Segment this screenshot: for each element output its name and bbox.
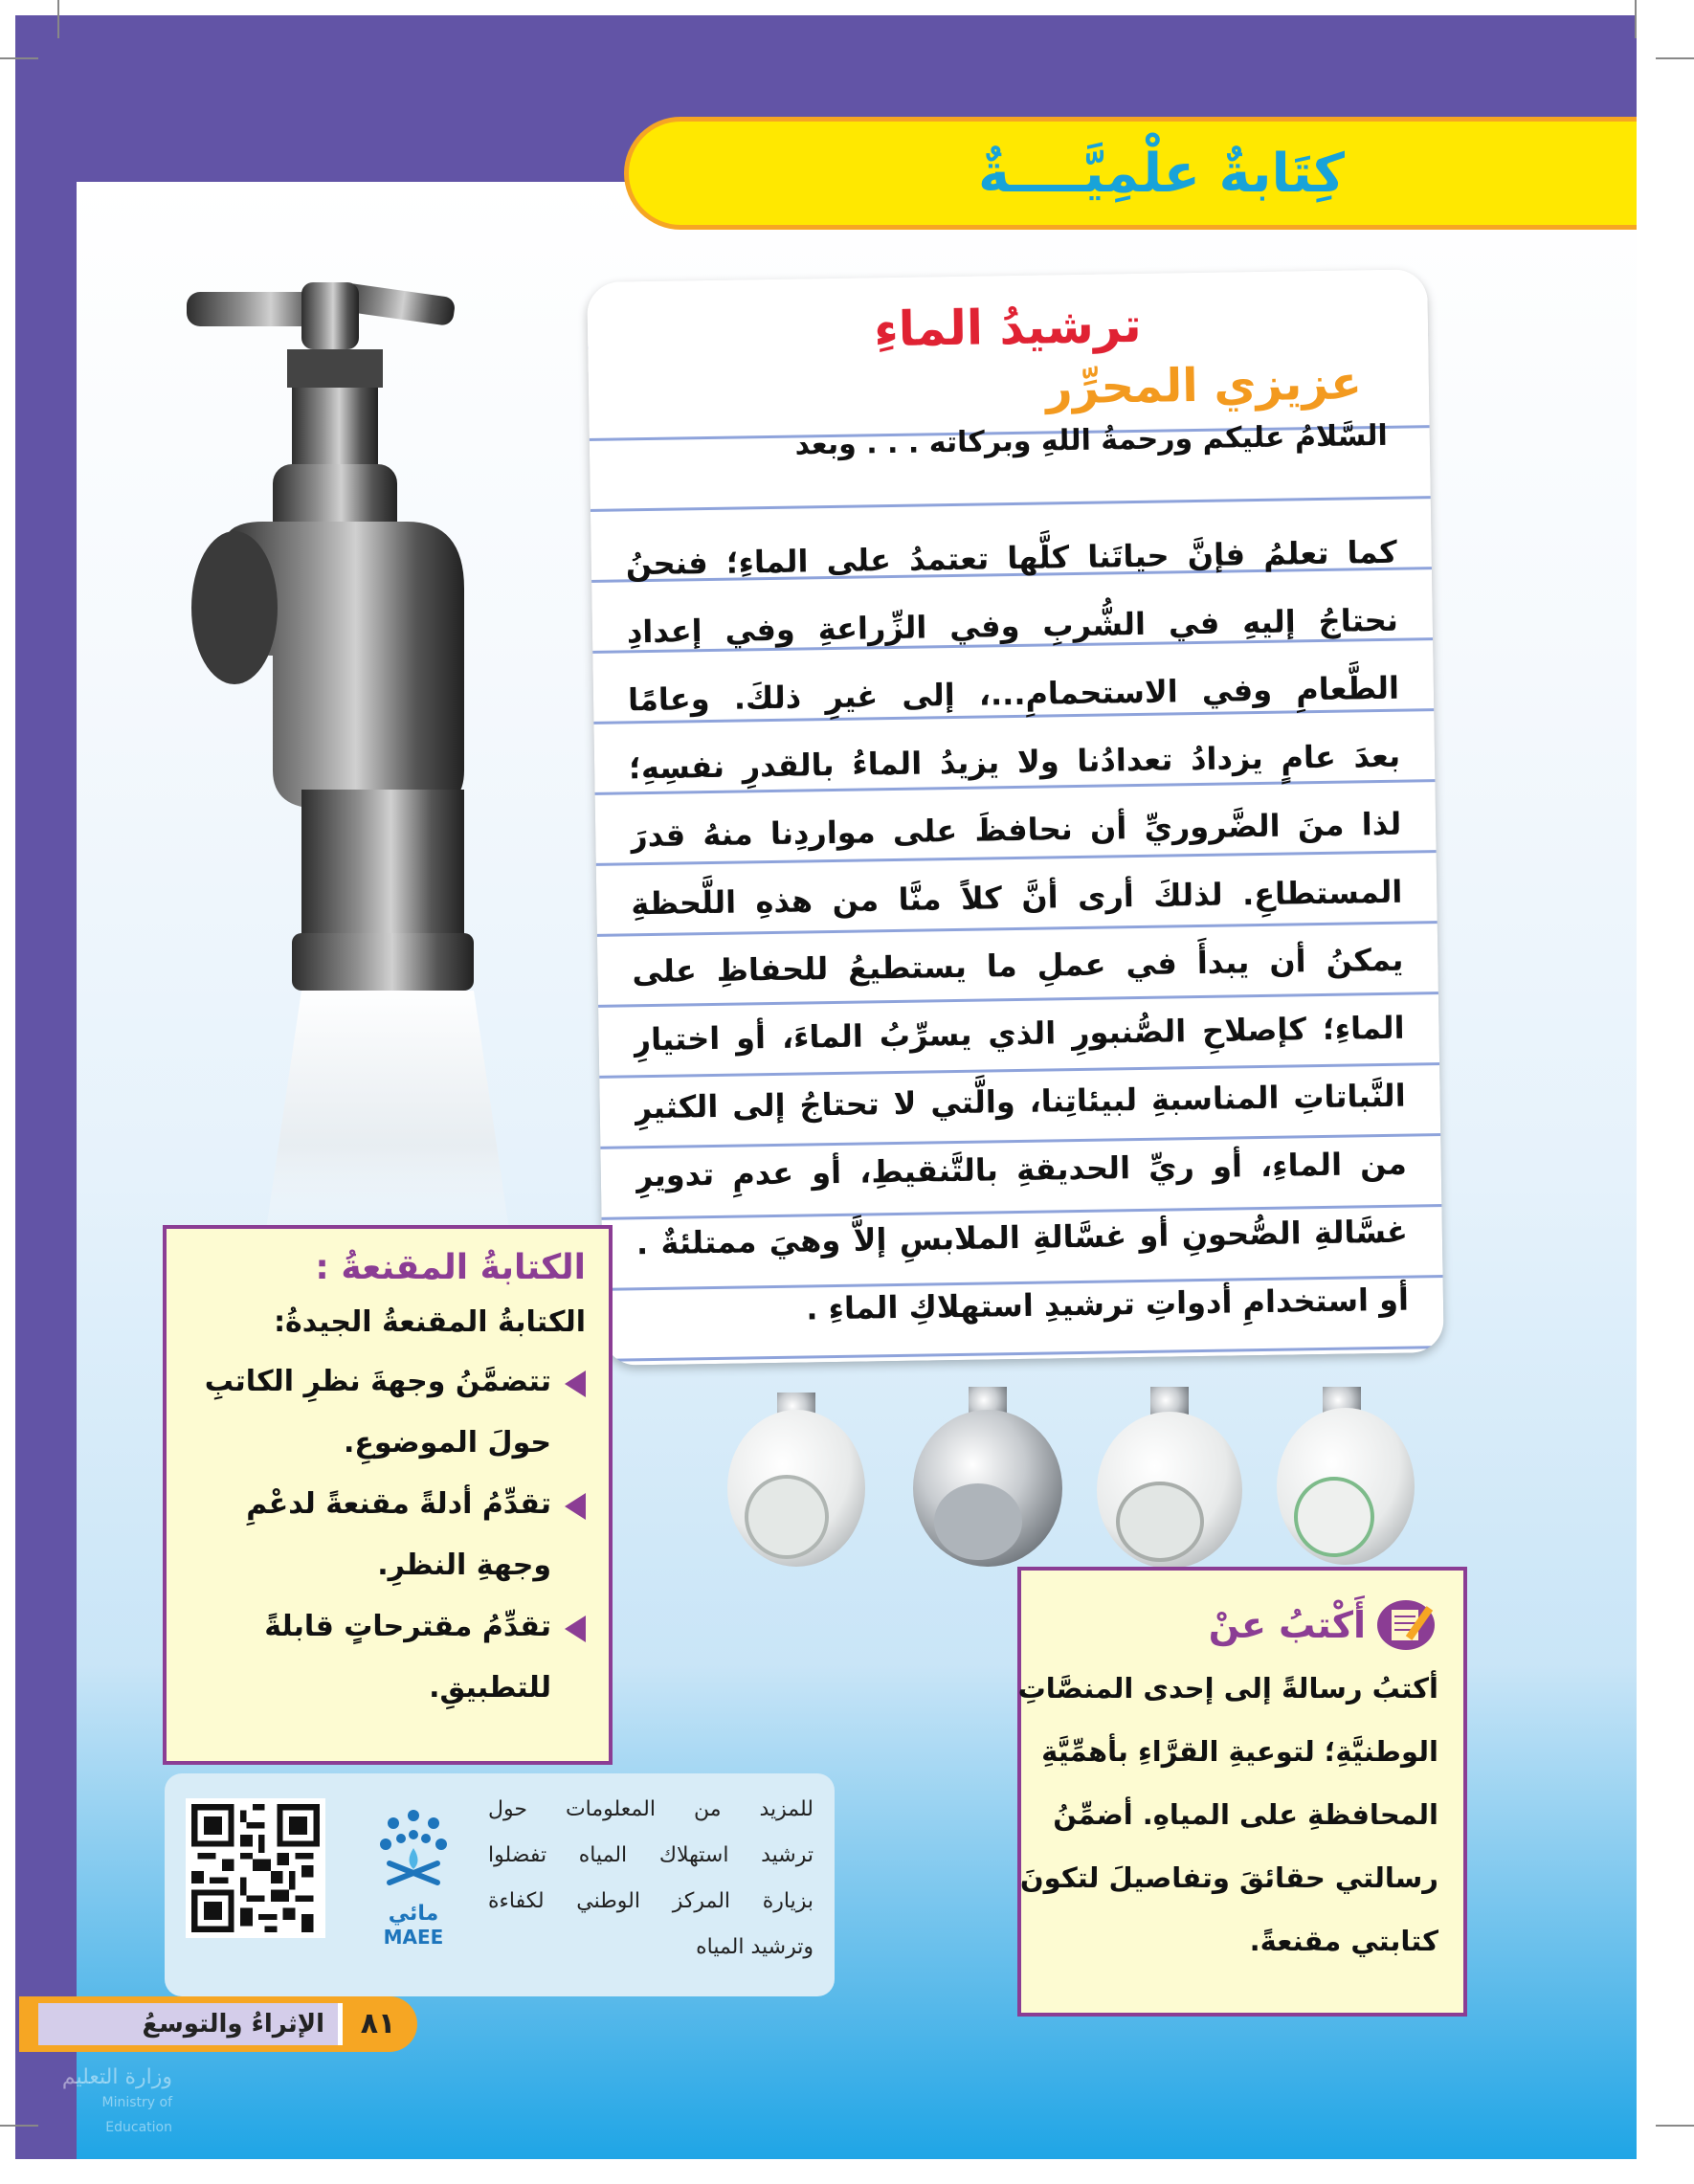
letter-body (625, 519, 1409, 1347)
qr-info-line: ترشيد استهلاك المياه تفضلوا (488, 1843, 814, 1867)
faucet-illustration (158, 273, 522, 1249)
crop-mark (1656, 2125, 1694, 2127)
shower-head (913, 1387, 1062, 1567)
page-number: ٨١ (360, 2007, 396, 2040)
qr-code[interactable] (186, 1798, 325, 1938)
write-about-title: أَكْتبُ عنْ (1208, 1604, 1366, 1646)
letter-line: نحتاجُ إليهِ في الشُّربِ وفي الزِّراعةِ وفي إعدادِ (626, 601, 1399, 651)
qr-info-line: بزيارة المركز الوطني لكفاءة (488, 1889, 814, 1913)
maee-logo (356, 1806, 471, 1959)
qr-info-line: للمزيد من المعلومات حول (488, 1797, 814, 1821)
qr-code-icon (191, 1804, 320, 1932)
qr-info-text (488, 1787, 814, 1971)
persuasive-subtitle: الكتابةُ المقنعةُ الجيدةُ: (274, 1305, 586, 1339)
footer-section-label: الإثراءُ والتوسعُ (38, 2003, 343, 2045)
crop-mark (0, 2125, 38, 2127)
section-title: كِتَابةٌ علْمِيَّــــةٌ (978, 142, 1345, 205)
write-about-line: المحافظةِ على المياهِ. أضمِّنُ (1053, 1798, 1438, 1831)
qr-info-line: وترشيد المياه (696, 1935, 814, 1959)
letter-line: الطَّعامِ وفي الاستحمامِ...، إلى غيرِ ذلكَ. وعامًا (627, 669, 1400, 719)
letter-line: لذا منَ الضَّروريِّ أن نحافظَ على مواردِنا منهُ قدرَ (629, 805, 1402, 855)
crop-mark (1656, 57, 1694, 59)
letter-line: أو استخدامِ أدواتِ ترشيدِ استهلاكِ الماءِ . (806, 1281, 1410, 1327)
section-banner (624, 117, 1637, 230)
letter-line: من الماءِ، أو ريِّ الحديقةِ بالتَّنقيطِ، أو عدمِ تدويرِ (635, 1145, 1408, 1194)
shower-heads-image (720, 1383, 1428, 1574)
qr-info-box (165, 1773, 835, 1996)
page-footer-tab (19, 1996, 417, 2052)
bullet-triangle-icon (565, 1371, 586, 1397)
crop-mark (57, 0, 59, 38)
write-about-line: رسالتي حقائقَ وتفاصيلَ لتكونَ (1019, 1861, 1438, 1894)
letter-line: غسَّالةِ الصُّحونِ أو غسَّالةِ الملابسِ إلاَّ وهيَ ممتلئةٌ . (635, 1213, 1409, 1262)
persuasive-item (191, 1474, 586, 1596)
bullet-triangle-icon (565, 1616, 586, 1642)
crop-mark (0, 57, 38, 59)
letter-line: كما تعلمُ فإنَّ حياتَنا كلَّها تعتمدُ على الماءِ؛ فنحنُ (625, 533, 1397, 583)
persuasive-title: الكتابةُ المقنعةُ : (315, 1248, 586, 1287)
shower-head (1277, 1387, 1415, 1565)
persuasive-writing-box (163, 1225, 613, 1765)
shower-head (1097, 1387, 1242, 1569)
letter-line: الماءِ؛ كإصلاحِ الصُّنبورِ الذي يسرِّبُ الماءَ، أو اختيارِ (633, 1009, 1405, 1059)
letter-card (587, 269, 1444, 1366)
persuasive-item-text: تقدِّمُ مقترحاتٍ قابلةً للتطبيقِ. (264, 1610, 551, 1705)
letter-title: ترشيدُ الماءِ (587, 282, 1428, 372)
letter-line: المستطاعِ. لذلكَ أرى أنَّ كلاً منَّا من هذهِ اللَّحظةِ (631, 873, 1403, 923)
letter-salutation: عزيزي المحرِّر (1045, 356, 1363, 415)
write-about-line: كتابتي مقنعةً. (1249, 1925, 1438, 1957)
write-about-box (1017, 1567, 1467, 2017)
persuasive-item (191, 1596, 586, 1719)
ministry-watermark (38, 2065, 172, 2140)
watermark-line: Ministry of Education (101, 2095, 172, 2135)
crop-mark (1635, 0, 1637, 38)
letter-line: بعدَ عامٍ يزدادُ تعدادُنا ولا يزيدُ الماءُ بالقدرِ نفسِهِ؛ (628, 737, 1401, 787)
logo-english-text: MAEE (383, 1926, 444, 1949)
bullet-triangle-icon (565, 1493, 586, 1520)
water-drops-logo-icon (370, 1806, 457, 1892)
letter-line: النَّباتاتِ المناسبةِ لبيئاتِنا، والَّتي لا تحتاجُ إلى الكثيرِ (634, 1077, 1406, 1126)
watermark-line: وزارة التعليم (61, 2065, 172, 2089)
persuasive-item-text: تتضمَّنُ وجهةَ نظرِ الكاتبِ حولَ الموضوعِ. (204, 1365, 551, 1460)
logo-arabic-text: مائي (388, 1902, 439, 1926)
persuasive-item (191, 1351, 586, 1474)
notepad-pencil-icon (1377, 1599, 1438, 1651)
write-about-line: أكتبُ رسالةً إلى إحدى المنصَّاتِ (1017, 1672, 1438, 1705)
persuasive-item-text: تقدِّمُ أدلةً مقنعةً لدعْمِ وجهةِ النظرِ. (246, 1487, 551, 1582)
write-about-header (1046, 1599, 1438, 1651)
write-about-line: الوطنيَّةِ؛ لتوعيةِ القرَّاءِ بأهمِّيَّةِ (1041, 1735, 1438, 1768)
letter-greeting: السَّلامُ عليكم ورحمةُ اللهِ وبركاته . . . وبعد (794, 418, 1389, 462)
letter-line: يمكنُ أن يبدأَ في عملِ ما يستطيعُ للحفاظِ على (632, 941, 1404, 991)
shower-head (727, 1393, 865, 1567)
